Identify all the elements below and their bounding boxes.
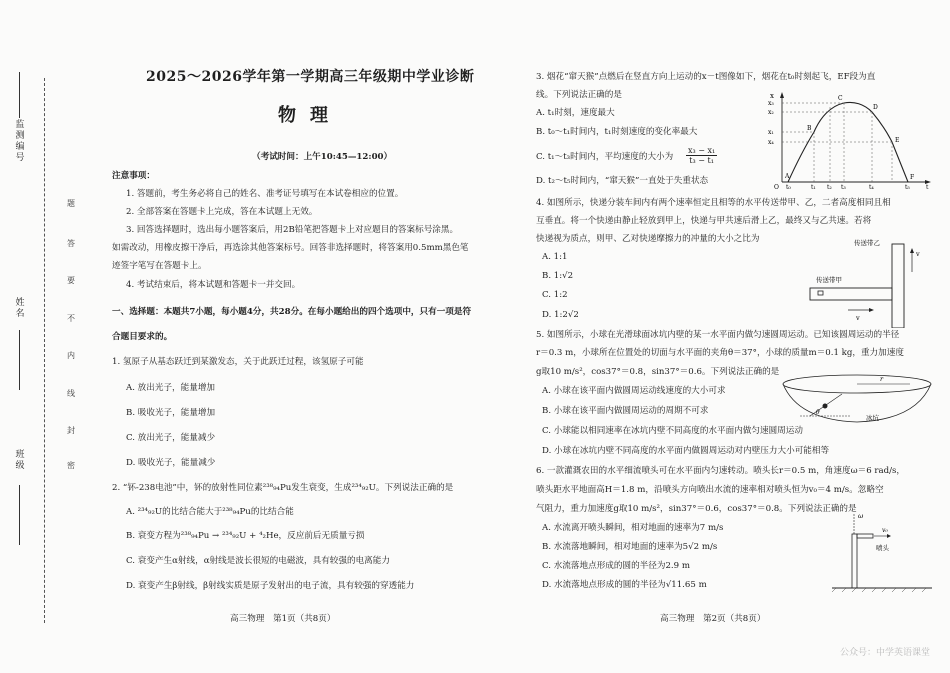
subject-title: 物理 xyxy=(278,105,342,126)
graph-point: F xyxy=(910,174,915,181)
q6-sprinkler-figure xyxy=(832,508,932,592)
field-name-blank xyxy=(19,330,20,390)
q5-option-d[interactable]: D. 小球在冰坑内壁不同高度的水平面内做圆周运动对内壁压力大小可能相等 xyxy=(542,446,830,456)
section-heading: 一、选择题：本题共7小题，每小题4分，共28分。在每小题给出的四个选项中，只有一项是符 xyxy=(112,307,472,317)
field-class-blank xyxy=(19,485,20,545)
question-6-stem: 喷头距水平地面高H＝1.8 m，沿喷头方向喷出水流的速率相对喷头恒为v₀＝4 m/s。忽略空 xyxy=(536,485,884,495)
belt-a-label: 传送带甲 xyxy=(816,276,842,284)
q5-option-c[interactable]: C. 小球能以相同速率在冰坑内壁不同高度的水平面内做匀速圆周运动 xyxy=(542,426,803,436)
note-line: 迹签字笔写在答题卡上。 xyxy=(112,261,207,271)
belt-b-label: 传送带乙 xyxy=(854,239,880,247)
seal-char: 密 xyxy=(67,461,75,470)
field-id-label: 监测编号 xyxy=(15,120,25,163)
fraction-denominator: t₃ − t₁ xyxy=(689,156,714,165)
question-5-stem: g取10 m/s²，cos37°＝0.8，sin37°＝0.6。下列说法正确的是 xyxy=(536,367,780,377)
q3-option-a[interactable]: A. t₁时刻，速度最大 xyxy=(536,108,615,118)
q6-option-d[interactable]: D. 水流落地点形成的圆的半径为√11.65 m xyxy=(542,580,707,590)
q5-ice-pit-figure xyxy=(780,368,934,426)
radius-label: r xyxy=(880,375,884,383)
q4-option-c[interactable]: C. 1:2 xyxy=(542,290,568,300)
q1-option-d[interactable]: D. 吸收光子，能量减少 xyxy=(126,458,216,468)
q1-option-b[interactable]: B. 吸收光子，能量增加 xyxy=(126,408,216,418)
question-3-stem: 3. 烟花“窜天猴”点燃后在竖直方向上运动的x－t图像如下，烟花在t₀时刻起飞，EF段为直 xyxy=(536,72,876,82)
q5-option-a[interactable]: A. 小球在该平面内做圆周运动线速度的大小可求 xyxy=(542,386,726,396)
q3-xt-graph xyxy=(768,90,934,190)
question-3-stem: 线。下列说法正确的是 xyxy=(536,90,622,100)
question-4-stem: 4. 如图所示，快递分装车间内有两个速率恒定且相等的水平传送带甲、乙，二者高度相同且相 xyxy=(536,198,891,208)
q3-option-d[interactable]: D. t₂～t₅时间内，“窜天猴”一直处于失重状态 xyxy=(536,176,709,186)
q3-fraction xyxy=(686,146,717,165)
notes-heading: 注意事项： xyxy=(112,171,155,181)
pit-wall xyxy=(783,384,931,422)
question-6-stem: 6. 一款灌溉农田的水平细流喷头可在水平面内匀速转动。喷头长r＝0.5 m，角速度ω＝6 rad/s， xyxy=(536,466,906,476)
belt-b xyxy=(892,244,904,328)
graph-label: x xyxy=(770,92,774,100)
graph-label: t₁ xyxy=(811,184,816,190)
pit-label: 冰坑 xyxy=(866,414,879,422)
graph-y-arrow xyxy=(780,92,784,98)
field-name-label: 姓名 xyxy=(15,298,25,319)
velocity-label: v xyxy=(916,250,920,258)
seal-char: 线 xyxy=(67,389,75,398)
field-id-blank xyxy=(19,72,20,118)
q1-option-a[interactable]: A. 放出光子，能量增加 xyxy=(126,383,216,393)
graph-label: t₅ xyxy=(905,184,910,190)
note-line: 4. 考试结束后，将本试题和答题卡一并交回。 xyxy=(126,280,301,290)
q6-option-c[interactable]: C. 水流落地点形成的圆的半径为2.9 m xyxy=(542,561,690,571)
belt-a xyxy=(810,288,892,300)
q4-option-a[interactable]: A. 1:1 xyxy=(542,252,568,262)
graph-label: x₄ xyxy=(768,139,774,146)
field-class-label: 班级 xyxy=(15,450,25,471)
graph-point: A xyxy=(785,173,790,180)
q1-option-c[interactable]: C. 放出光子，能量减少 xyxy=(126,433,216,443)
fraction-numerator: x₃ − x₁ xyxy=(688,146,716,155)
binding-line xyxy=(44,78,45,623)
question-5-stem: r＝0.3 m，小球所在位置处的切面与水平面的夹角θ＝37°，小球的质量m＝0.1 kg，重力加速度 xyxy=(536,348,904,358)
nozzle-arm xyxy=(857,534,873,538)
q6-option-b[interactable]: B. 水流落地瞬间，相对地面的速率为5√2 m/s xyxy=(542,542,718,552)
graph-label: O xyxy=(774,184,779,190)
question-5-stem: 5. 如图所示，小球在光滑球面冰坑内壁的某一水平面内做匀速圆周运动。已知该圆周运动的半径 xyxy=(536,330,900,340)
q4-conveyor-figure xyxy=(806,232,934,328)
note-line: 如需改动，用橡皮擦干净后，再选涂其他答案标号。回答非选择题时，将答案用0.5mm黑色笔 xyxy=(112,243,469,253)
nozzle-label: 喷头 xyxy=(876,544,889,552)
page-footer: 高三物理 第2页（共8页） xyxy=(660,614,766,624)
graph-point: E xyxy=(895,137,900,144)
graph-label: x₁ xyxy=(768,129,774,136)
note-line: 2. 全部答案在答题卡上完成，答在本试题上无效。 xyxy=(126,207,318,217)
question-2-stem: 2. “钚-238电池”中，钚的放射性同位素²³⁸₉₄Pu发生衰变，生成²³⁴₉₂U。下列说法正确的是 xyxy=(112,483,454,493)
exam-title: 2025～2026学年第一学期高三年级期中学业诊断 xyxy=(146,69,475,85)
q2-option-d[interactable]: D. 衰变产生β射线，β射线实质是原子发射出的电子流，具有较强的穿透能力 xyxy=(126,581,415,591)
graph-label: t xyxy=(926,184,929,190)
q2-option-a[interactable]: A. ²³⁴₉₂U的比结合能大于²³⁸₉₄Pu的比结合能 xyxy=(126,507,294,517)
seal-char: 要 xyxy=(67,276,75,285)
q3-option-b[interactable]: B. t₀～t₁时间内，t₁时刻速度的变化率最大 xyxy=(536,127,698,137)
graph-label: x₂ xyxy=(768,109,774,116)
seal-char: 内 xyxy=(67,351,75,360)
section-heading: 合题目要求的。 xyxy=(112,332,173,342)
graph-label: t₀ xyxy=(786,184,791,190)
q2-option-c[interactable]: C. 衰变产生α射线，α射线是波长很短的电磁波，具有较强的电离能力 xyxy=(126,556,390,566)
seal-char: 题 xyxy=(67,199,75,208)
q2-option-b[interactable]: B. 衰变方程为²³⁸₉₄Pu → ²³⁴₉₂U + ⁴₂He，反应前后无质量亏损 xyxy=(126,531,365,541)
question-4-stem: 快递视为质点，则甲、乙对快递摩擦力的冲量的大小之比为 xyxy=(536,234,760,244)
graph-point: B xyxy=(807,125,812,132)
seal-char: 答 xyxy=(67,239,75,248)
graph-label: t₃ xyxy=(841,184,846,190)
graph-label: t₄ xyxy=(869,184,874,190)
page-footer: 高三物理 第1页（共8页） xyxy=(230,614,336,624)
parcel xyxy=(818,291,823,295)
question-1-stem: 1. 氢原子从基态跃迁到某激发态，关于此跃迁过程，该氢原子可能 xyxy=(112,357,364,367)
ground-hatch xyxy=(832,588,926,592)
question-6-stem: 气阻力，重力加速度g取10 m/s²，sin37°＝0.6，cos37°＝0.8。下列说法正确的是 xyxy=(536,504,857,514)
graph-point: C xyxy=(838,95,843,102)
question-4-stem: 互垂直。将一个快递由静止轻放到甲上，快递与甲共速后滑上乙，最终又与乙共速。若将 xyxy=(536,216,872,226)
tangent-line xyxy=(810,394,842,416)
seal-char: 不 xyxy=(67,314,75,323)
velocity-label: v xyxy=(856,314,860,322)
graph-label: x₃ xyxy=(768,100,774,107)
q4-option-d[interactable]: D. 1:2√2 xyxy=(542,310,579,320)
sprinkler-pipe xyxy=(852,534,857,588)
graph-point: D xyxy=(873,104,878,111)
seal-char: 封 xyxy=(67,426,75,435)
q5-option-b[interactable]: B. 小球在该平面内做圆周运动的周期不可求 xyxy=(542,406,709,416)
watermark-text: 公众号：中学英语课堂 xyxy=(839,648,930,658)
angle-label: θ xyxy=(816,409,820,416)
graph-label: t₂ xyxy=(827,184,832,190)
exam-time: （考试时间：上午10:45—12:00） xyxy=(252,152,393,162)
q3-option-c[interactable]: C. t₁～t₃时间内，平均速度的大小为 xyxy=(536,152,674,162)
note-line: 1. 答题前，考生务必将自己的姓名、准考证号填写在本试卷相应的位置。 xyxy=(126,189,404,199)
note-line: 3. 回答选择题时，选出每小题答案后，用2B铅笔把答题卡上对应题目的答案标号涂黑。 xyxy=(126,225,459,235)
omega-label: ω xyxy=(858,512,864,520)
v0-label: v₀ xyxy=(882,527,888,534)
q6-option-a[interactable]: A. 水流离开喷头瞬间，相对地面的速率为7 m/s xyxy=(542,523,724,533)
graph-guides xyxy=(782,103,892,182)
q4-option-b[interactable]: B. 1:√2 xyxy=(542,271,574,281)
